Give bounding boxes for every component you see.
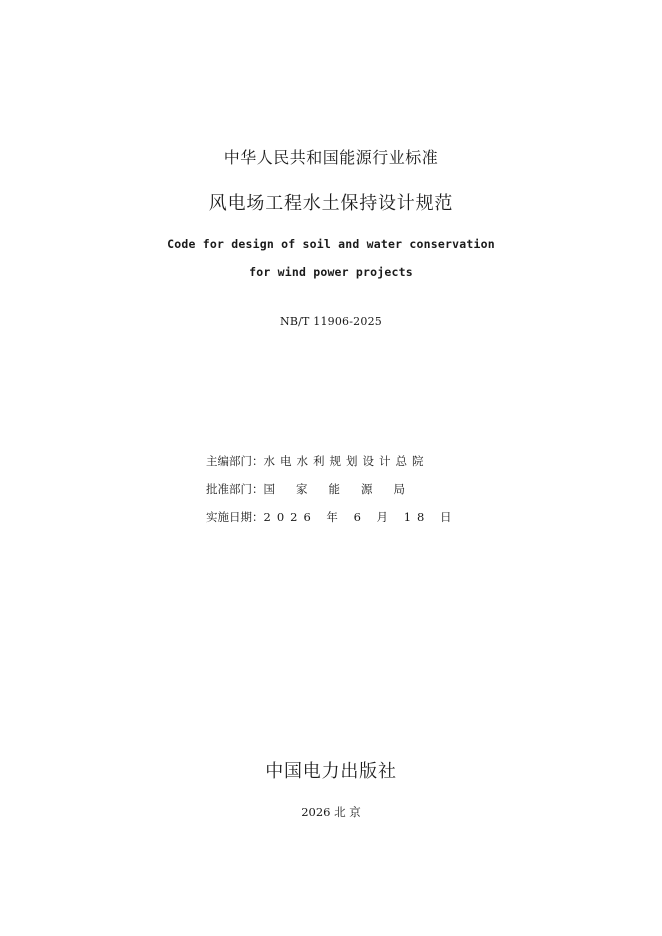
document-title-en-line1: Code for design of soil and water conservation [167,237,495,251]
editor-department-label: 主编部门： [206,454,264,468]
standard-category: 中华人民共和国能源行业标准 [223,148,439,167]
editor-department-row [206,453,429,469]
approving-department-value: 国家能源局 [263,482,426,496]
publisher-name: 中国电力出版社 [265,761,397,782]
approving-department-row [206,481,426,497]
document-title-cn: 风电场工程水土保持设计规范 [208,193,454,214]
editor-department-value: 水电水利规划设计总院 [263,454,429,468]
standard-code: NB/T 11906-2025 [280,315,382,328]
approving-department-label: 批准部门： [206,482,264,496]
publication-place: 2026 北 京 [301,805,361,819]
document-title-en-line2: for wind power projects [249,265,413,279]
implementation-date-value: 2026 年 6 月 18 日 [263,510,458,524]
implementation-date-row [206,509,458,525]
implementation-date-label: 实施日期： [206,510,264,524]
